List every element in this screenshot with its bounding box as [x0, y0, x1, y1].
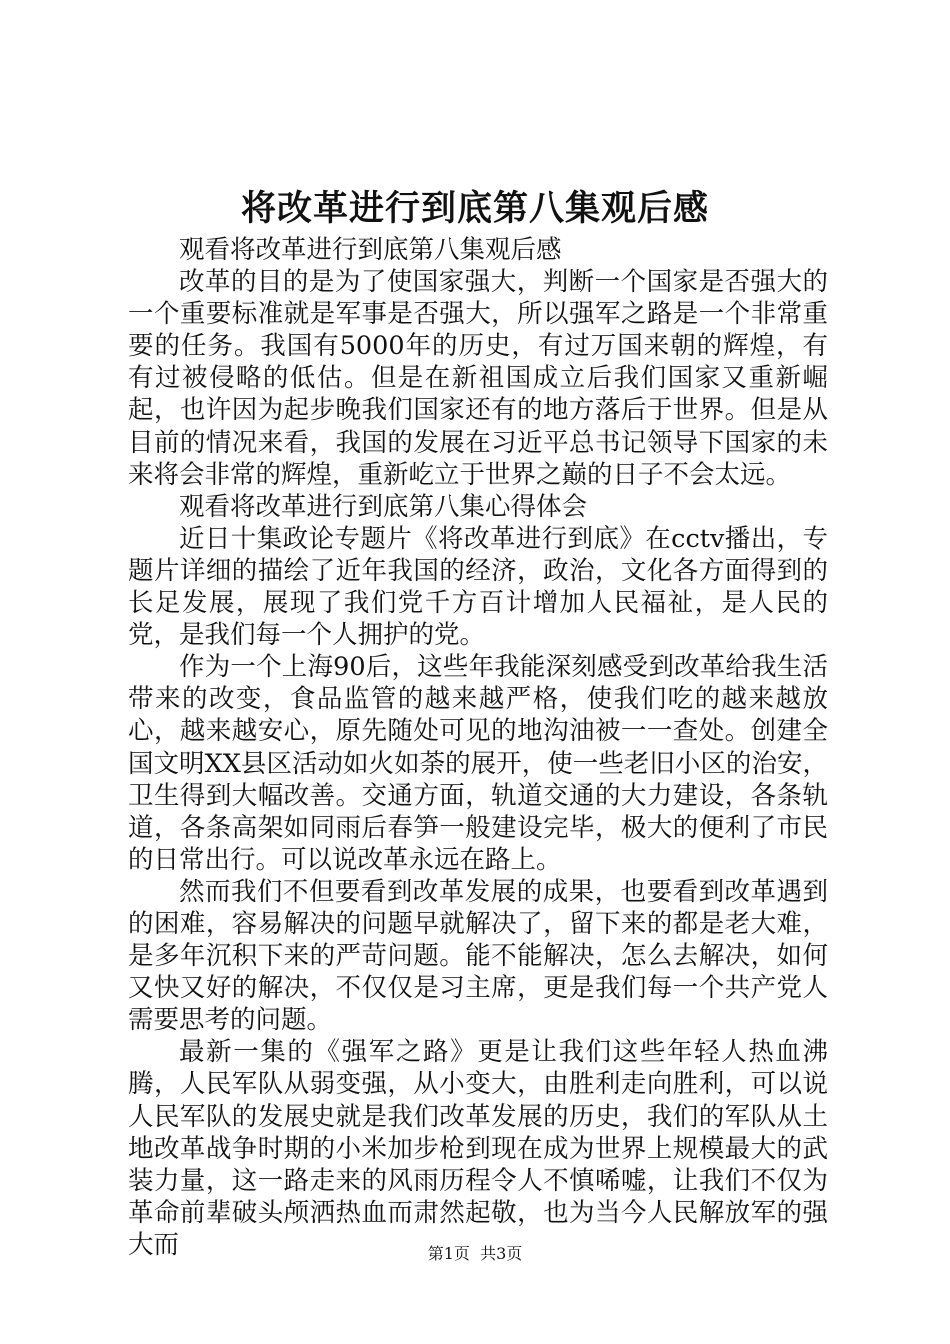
paragraph-subtitle-2: 观看将改革进行到底第八集心得体会: [179, 491, 588, 522]
paragraph-body-5: 最新一集的《强军之路》更是让我们这些年轻人热血沸腾，人民军队从弱变强，从小变大，由胜利走向胜利，可以说人民军队的发展史就是我们改革发展的历史，我们的军队从土地改革战争时期的小米加步枪到现在成为世界上规模最大的武装力量，这一路走来的风雨历程令人不慎唏嘘，让我们不仅为革命前辈破头颅洒热血而肃然起敬，也为当今人民解放军的强大而: [128, 1037, 828, 1260]
paragraph-subtitle-1: 观看将改革进行到底第八集观后感: [179, 235, 562, 265]
paragraph-body-1: 改革的目的是为了使国家强大，判断一个国家是否强大的一个重要标准就是军事是否强大，所以强军之路是一个非常重要的任务。我国有5000年的历史，有过万国来朝的辉煌，有有过被侵略的低估。但是在新祖国成立后我们国家又重新崛起，也许因为起步晚我们国家还有的地方落后于世界。但是从目前的情况来看，我国的发展在习近平总书记领导下国家的未来将会非常的辉煌，重新屹立于世界之巅的日子不会太远。: [128, 267, 828, 490]
page-footer: [0, 1242, 950, 1266]
paragraph-body-3: 作为一个上海90后，这些年我能深刻感受到改革给我生活带来的改变，食品监管的越来越严格，使我们吃的越来越放心，越来越安心，原先随处可见的地沟油被一一查处。创建全国文明XX县区活动如火如荼的展开，使一些老旧小区的治安，卫生得到大幅改善。交通方面，轨道交通的大力建设，各条轨道，各条高架如同雨后春笋一般建设完毕，极大的便利了市民的日常出行。可以说改革永远在路上。: [128, 652, 828, 875]
paragraph-body-2: 近日十集政论专题片《将改革进行到底》在cctv播出，专题片详细的描绘了近年我国的经济，政治，文化各方面得到的长足发展，展现了我们党千方百计增加人民福祉，是人民的党，是我们每一个人拥护的党。: [128, 523, 828, 651]
paragraph-body-4: 然而我们不但要看到改革发展的成果，也要看到改革遇到的困难，容易解决的问题早就解决了，留下来的都是老大难，是多年沉积下来的严苛问题。能不能解决，怎么去解决，如何又快又好的解决，不仅仅是习主席，更是我们每一个共产党人需要思考的问题。: [128, 876, 828, 1036]
document-body: [128, 234, 828, 1261]
document-title: 将改革进行到底第八集观后感: [240, 189, 709, 229]
page-number-label: 第1页 共3页: [427, 1244, 523, 1263]
